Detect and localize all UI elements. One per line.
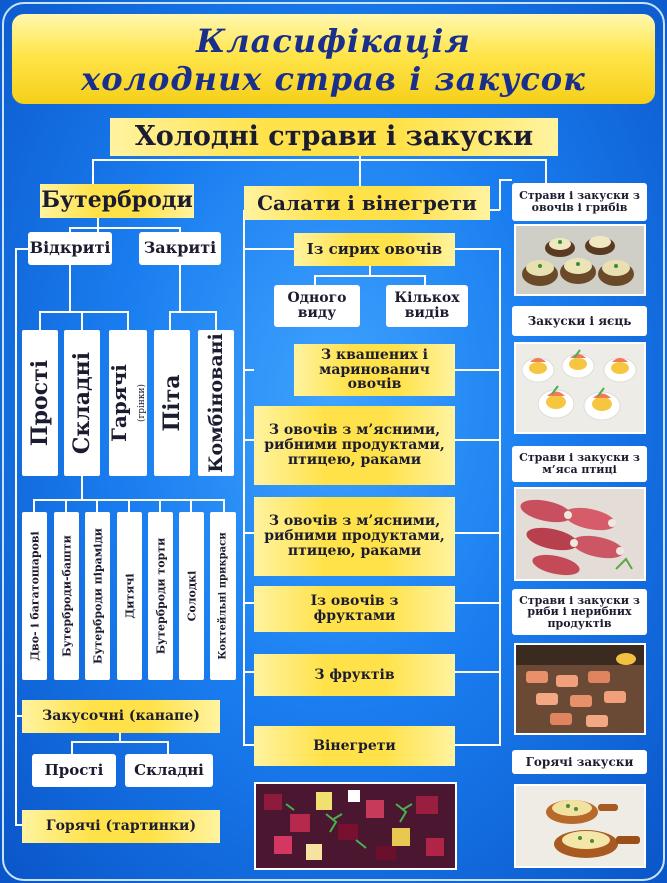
subtype-kids (117, 512, 142, 680)
several-kinds-node: Кількох видів (386, 285, 468, 327)
subtype-multilayer (22, 512, 47, 680)
subtype-cakes-label: Бутерброди торти (154, 537, 167, 655)
hot-sandwiches-title: Гарячі (106, 364, 131, 442)
hot-sandwiches-label (106, 364, 147, 442)
pita-sandwiches-label: Піта (159, 374, 185, 432)
subtype-towers-label: Бутерброди-башти (60, 535, 73, 657)
subtype-multilayer-label: Дво- і багатошарові (28, 531, 41, 661)
title-banner (12, 14, 655, 104)
hot-sandwiches-note: (грінки) (136, 384, 147, 423)
complex-sandwiches-label: Складні (69, 351, 95, 455)
sandwiches-node: Бутерброди (40, 184, 194, 218)
right-category-fish: Страви і закуски з риби і нерибних продуктів (512, 589, 647, 635)
hot-snacks-illustration (516, 786, 644, 866)
fruit-salads-node: З фруктів (254, 654, 455, 696)
one-kind-node: Одного виду (274, 285, 360, 327)
vinaigrette-node: Вінегрети (254, 726, 455, 766)
subtype-kids-label: Дитячі (123, 573, 136, 619)
meat-salads-node-2: З овочів з м’ясними, рибними продуктами, птицею, раками (254, 497, 455, 576)
subtype-towers (54, 512, 79, 680)
canape-complex-node: Складні (125, 754, 213, 787)
title-line-1: Класифікація (196, 22, 471, 60)
root-node: Холодні страви і закуски (110, 118, 558, 156)
subtype-pyramids (85, 512, 110, 680)
right-category-poultry: Страви і закуски з м’яса птиці (512, 446, 647, 482)
subtype-cakes (148, 512, 173, 680)
fish-illustration (516, 645, 644, 733)
subtype-cocktail-label: Коктейльні прикраси (217, 532, 229, 660)
canape-node: Закусочні (канапе) (22, 700, 220, 733)
vinaigrette-illustration (256, 784, 455, 868)
hot-sandwiches-node (106, 330, 147, 476)
veg-fruit-node: Із овочів з фруктами (254, 586, 455, 632)
subtype-cocktail (210, 512, 236, 680)
poultry-illustration (516, 489, 644, 579)
fish-photo (514, 643, 646, 735)
closed-sandwiches-node: Закриті (139, 232, 221, 265)
simple-sandwiches-label: Прості (27, 359, 53, 447)
right-category-eggs: Закуски і яєць (512, 306, 647, 336)
right-category-hot: Горячі закуски (512, 750, 647, 774)
eggs-photo (514, 342, 646, 434)
salads-node: Салати і вінегрети (244, 186, 490, 220)
mushrooms-photo (514, 224, 646, 296)
canape-simple-node: Прості (32, 754, 116, 787)
mushrooms-illustration (516, 226, 644, 294)
tartines-node: Горячі (тартинки) (22, 810, 220, 843)
pita-sandwiches-node (154, 330, 190, 476)
title-line-2: холодних страв і закусок (81, 60, 586, 98)
complex-sandwiches-node (64, 330, 100, 476)
meat-salads-node-1: З овочів з м’ясними, рибними продуктами, птицею, раками (254, 406, 455, 485)
vinaigrette-photo (254, 782, 457, 870)
subtype-sweet (179, 512, 204, 680)
combined-sandwiches-node (198, 330, 234, 476)
right-category-veg-mushrooms: Страви і закуски з овочів і грибів (512, 183, 647, 221)
eggs-illustration (516, 344, 644, 432)
open-sandwiches-node: Відкриті (28, 232, 112, 265)
poultry-photo (514, 487, 646, 581)
hot-snacks-photo (514, 784, 646, 868)
raw-vegetables-node: Із сирих овочів (294, 233, 455, 266)
pickled-node: З квашених і маринованич овочів (294, 344, 455, 396)
simple-sandwiches-node (22, 330, 58, 476)
combined-sandwiches-label: Комбіновані (205, 333, 227, 473)
subtype-sweet-label: Солодкі (185, 570, 198, 622)
subtype-pyramids-label: Бутерброди піраміди (91, 528, 104, 664)
